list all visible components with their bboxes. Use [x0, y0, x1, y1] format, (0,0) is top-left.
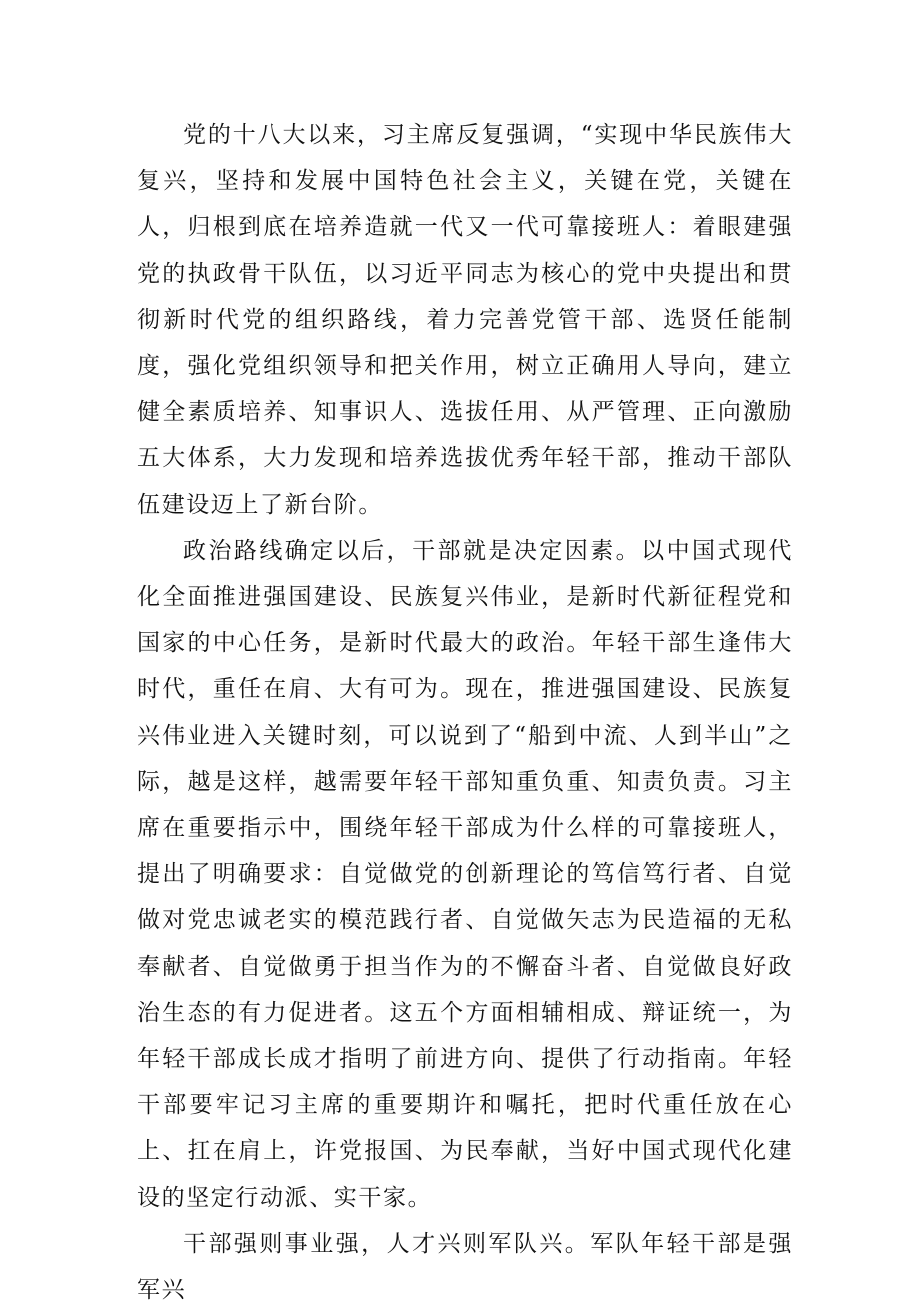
paragraph-3: 干部强则事业强，人才兴则军队兴。军队年轻干部是强军兴 — [137, 1230, 793, 1304]
paragraph-2: 政治路线确定以后，干部就是决定因素。以中国式现代化全面推进强国建设、民族复兴伟业，是新时代新征程党和国家的中心任务，是新时代最大的政治。年轻干部生逢伟大时代，重任在肩、大有可为。现在，推进强国建设、民族复兴伟业进入关键时刻，可以说到了“船到中流、人到半山”之际，越是这样，越需要年轻干部知重负重、知责负责。习主席在重要指示中，围绕年轻干部成为什么样的可靠接班人，提出了明确要求：自觉做党的创新理论的笃信笃行者、自觉做对党忠诚老实的模范践行者、自觉做矢志为民造福的无私奉献者、自觉做勇于担当作为的不懈奋斗者、自觉做良好政治生态的有力促进者。这五个方面相辅相成、辩证统一，为年轻干部成长成才指明了前进方向、提供了行动指南。年轻干部要牢记习主席的重要期许和嘱托，把时代重任放在心上、扛在肩上，许党报国、为民奉献，当好中国式现代化建设的坚定行动派、实干家。 — [137, 537, 793, 1211]
document-body — [137, 112, 793, 1313]
paragraph-1: 党的十八大以来，习主席反复强调，“实现中华民族伟大复兴，坚持和发展中国特色社会主义，关键在党，关键在人，归根到底在培养造就一代又一代可靠接班人：着眼建强党的执政骨干队伍，以习近平同志为核心的党中央提出和贯彻新时代党的组织路线，着力完善党管干部、选贤任能制度，强化党组织领导和把关作用，树立正确用人导向，建立健全素质培养、知事识人、选拔任用、从严管理、正向激励五大体系，大力发现和培养选拔优秀年轻干部，推动干部队伍建设迈上了新台阶。 — [137, 122, 793, 518]
